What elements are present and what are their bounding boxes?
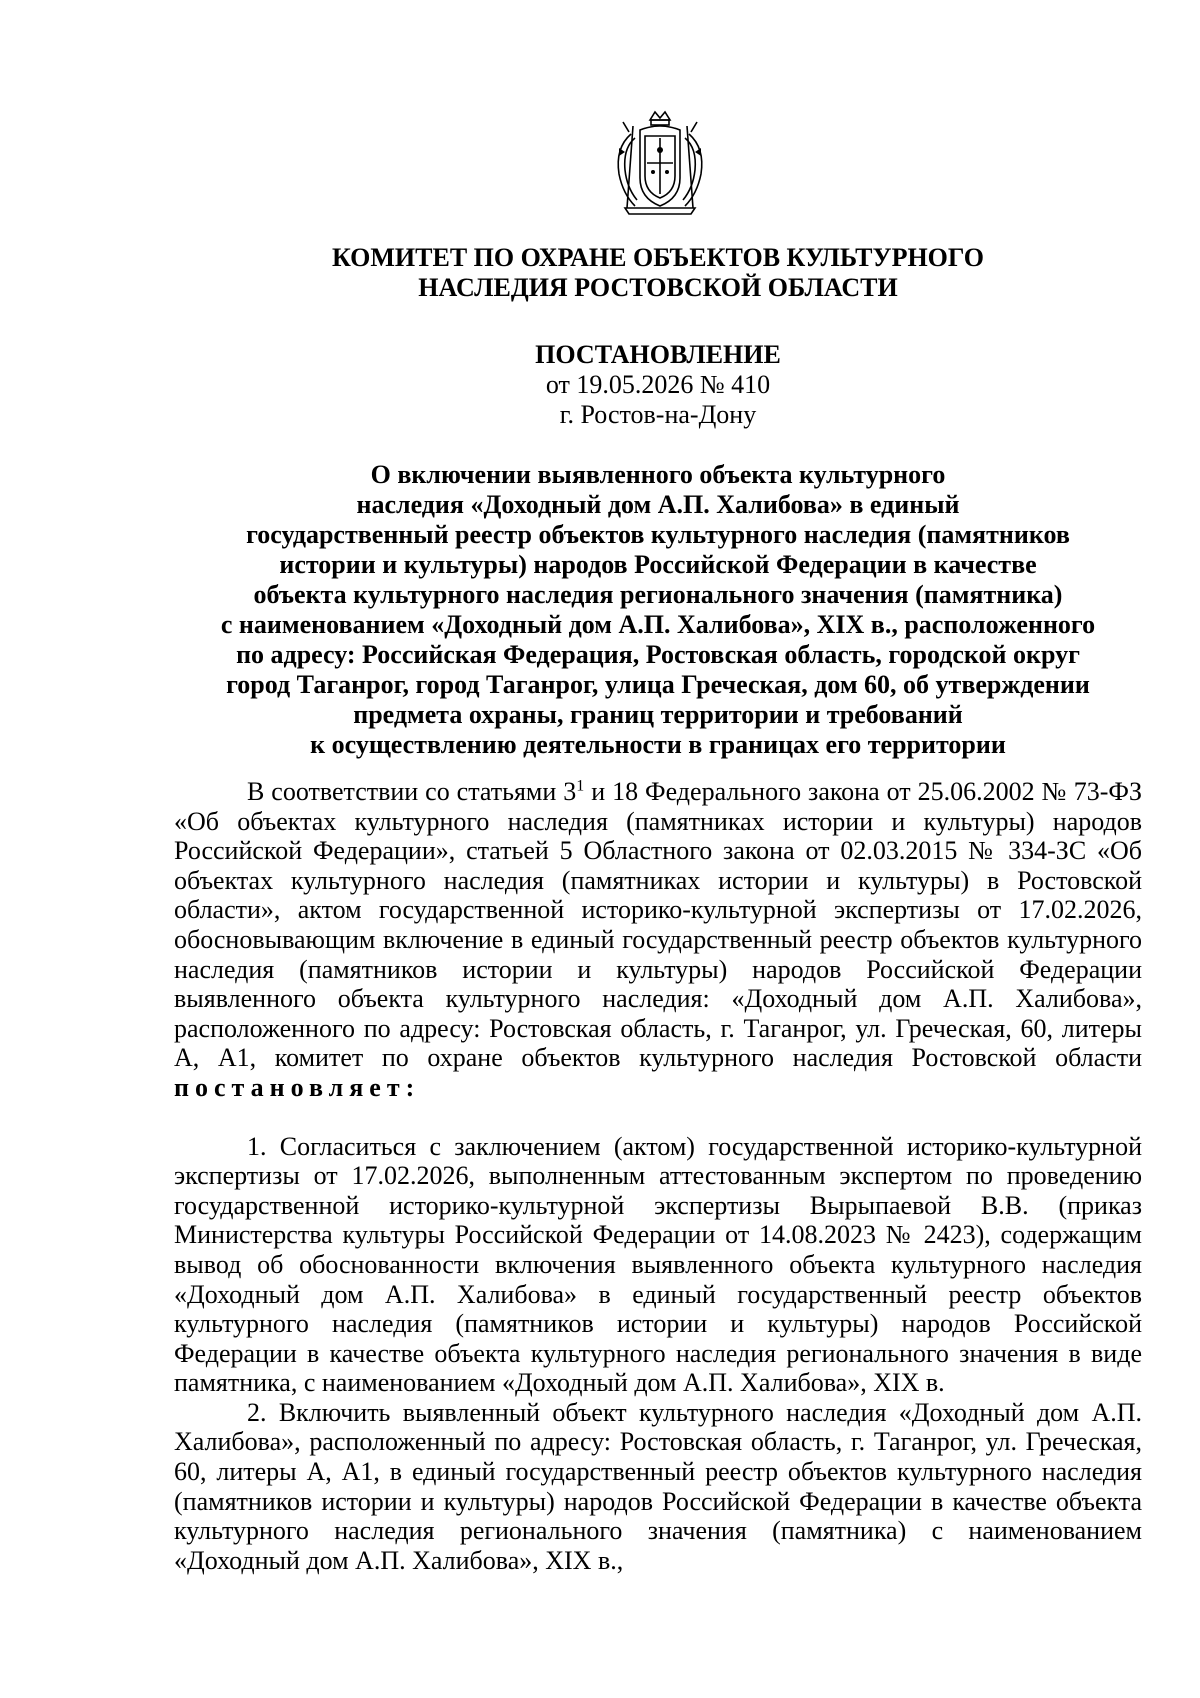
organization-name bbox=[174, 243, 1142, 303]
title-line: предмета охраны, границ территории и требований bbox=[353, 700, 963, 729]
decree-word: постановляет: bbox=[174, 1072, 421, 1102]
title-line: государственный реестр объектов культурного наследия (памятников bbox=[246, 520, 1070, 549]
preamble-text-rest: и 18 Федерального закона от 25.06.2002 № 73-ФЗ «Об объектах культурного наследия (памятниках истории и культуры) народов Российской Федерации», статьей 5 Областного закона от 02.03.2015 № 334-ЗС «Об объектах культурного наследия (памятниках истории и культуры) в Ростовской области», актом государственной историко-культурной экспертизы от 17.02.2026, обосновывающим включение в единый государственный реестр объектов культурного наследия (памятников истории и культуры) народов Российской Федерации выявленного объекта культурного наследия: «Доходный дом А.П. Халибова», расположенного по адресу: Ростовская область, г. Таганрог, ул. Греческая, 60, литеры А, А1, комитет по охране объектов культурного наследия Ростовской области bbox=[174, 777, 1142, 1073]
title-line: город Таганрог, город Таганрог, улица Греческая, дом 60, об утверждении bbox=[226, 670, 1090, 699]
title-line: наследия «Доходный дом А.П. Халибова» в единый bbox=[356, 490, 960, 519]
title-line: истории и культуры) народов Российской Федерации в качестве bbox=[279, 550, 1037, 579]
title-line: по адресу: Российская Федерация, Ростовская область, городской округ bbox=[236, 640, 1080, 669]
item-paragraph-2: 2. Включить выявленный объект культурного наследия «Доходный дом А.П. Халибова», расположенный по адресу: Ростовская область, г. Таганрог, ул. Греческая, 60, литеры А, А1, в единый государственный реестр объектов культурного наследия (памятников истории и культуры) народов Российской Федерации в качестве объекта культурного наследия регионального значения (памятника) с наименованием «Доходный дом А.П. Халибова», XIX в., bbox=[174, 1397, 1142, 1575]
organization-line-1: КОМИТЕТ ПО ОХРАНЕ ОБЪЕКТОВ КУЛЬТУРНОГО bbox=[331, 243, 985, 272]
title-line: с наименованием «Доходный дом А.П. Халибова», XIX в., расположенного bbox=[220, 610, 1096, 639]
document-title bbox=[174, 460, 1142, 760]
title-line: объекта культурного наследия регионального значения (памятника) bbox=[253, 580, 1063, 609]
item-paragraph-1: 1. Согласиться с заключением (актом) государственной историко-культурной экспертизы от 17.02.2026, выполненным аттестованным экспертом по проведению государственной историко-культурной экспертизы Вырыпаевой В.В. (приказ Министерства культуры Российской Федерации от 14.08.2023 № 2423), содержащим вывод об обоснованности включения выявленного объекта культурного наследия «Доходный дом А.П. Халибова» в единый государственный реестр объектов культурного наследия (памятников истории и культуры) народов Российской Федерации в качестве объекта культурного наследия регионального значения в виде памятника, с наименованием «Доходный дом А.П. Халибова», XIX в. bbox=[174, 1131, 1142, 1398]
preamble-text-start: В соответствии со статьями 3 bbox=[247, 777, 577, 806]
superscript: 1 bbox=[576, 777, 585, 795]
document-date-number: от 19.05.2026 № 410 bbox=[545, 370, 771, 399]
coat-of-arms-icon bbox=[605, 108, 715, 220]
document-place: г. Ростов-на-Дону bbox=[559, 400, 757, 429]
title-line: к осуществлению деятельности в границах его территории bbox=[310, 730, 1006, 759]
document-type: ПОСТАНОВЛЕНИЕ bbox=[535, 340, 781, 369]
preamble-paragraph bbox=[174, 777, 1142, 1103]
title-line: О включении выявленного объекта культурного bbox=[370, 460, 946, 489]
organization-line-2: НАСЛЕДИЯ РОСТОВСКОЙ ОБЛАСТИ bbox=[418, 273, 898, 302]
document-body bbox=[174, 777, 1142, 1575]
document-meta bbox=[174, 370, 1142, 430]
